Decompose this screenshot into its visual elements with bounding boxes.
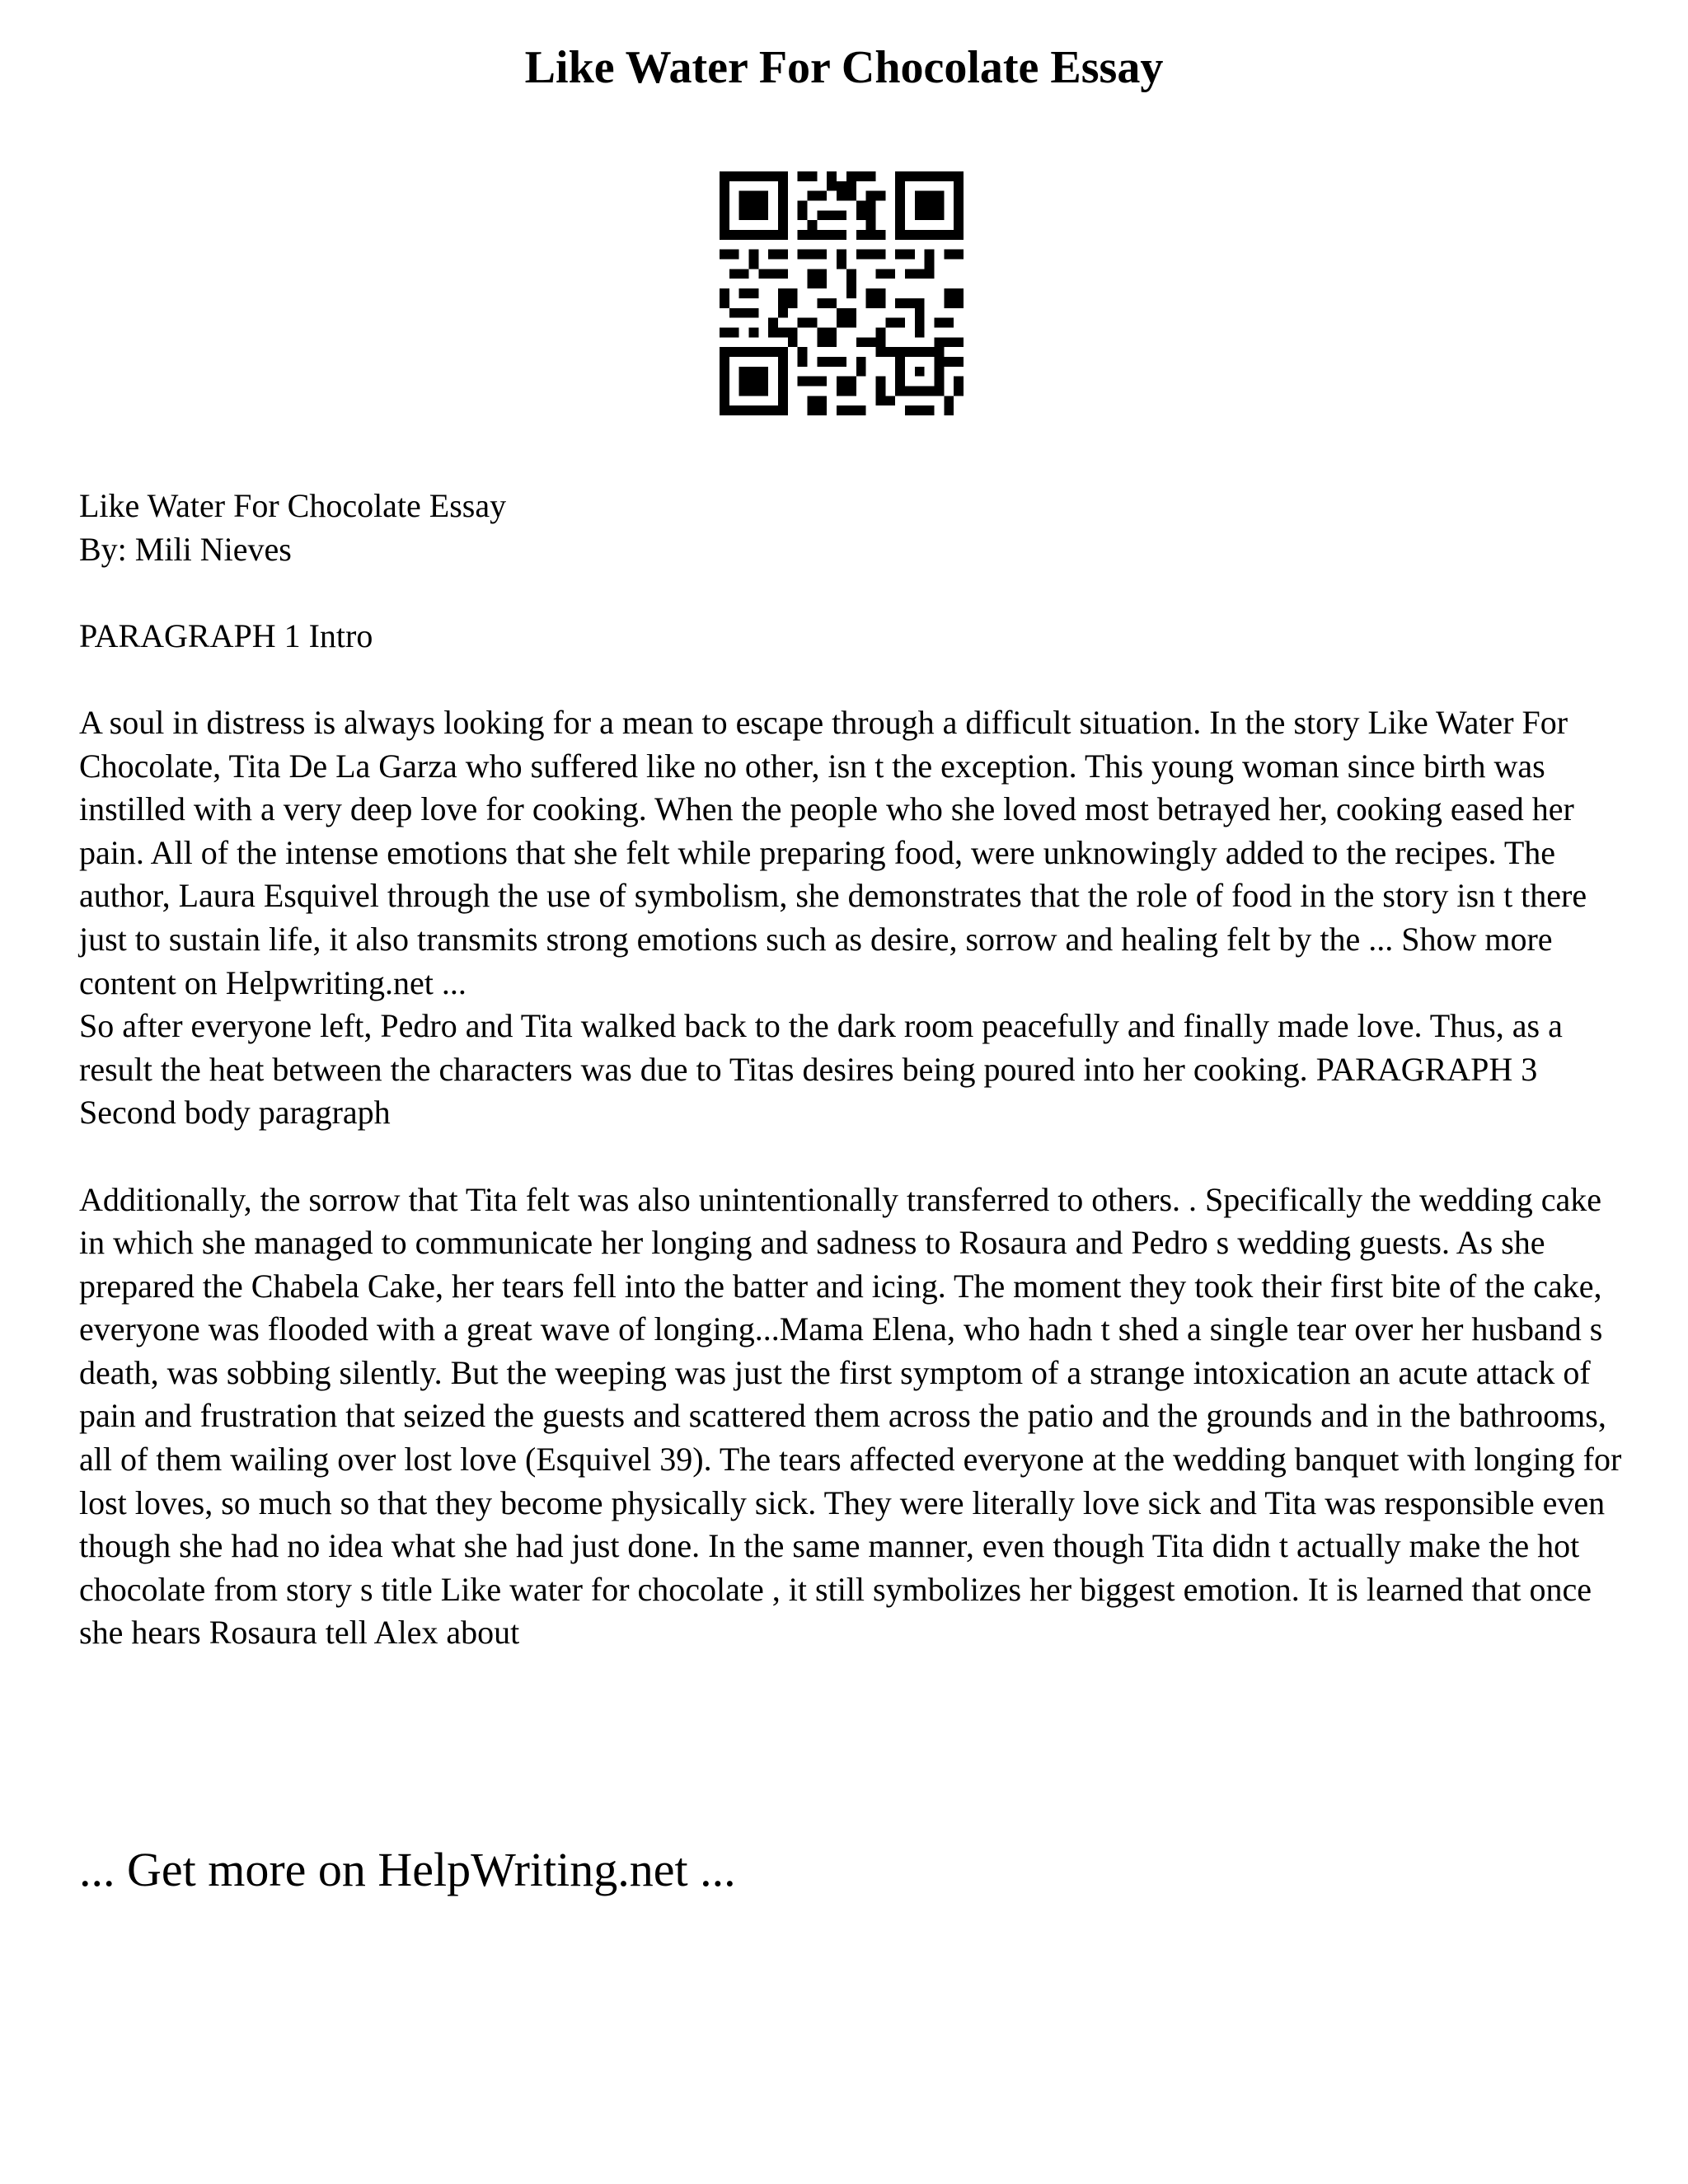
essay-body: [79, 485, 1629, 1655]
page-title: Like Water For Chocolate Essay: [524, 42, 1164, 93]
byline: By: Mili Nieves: [79, 530, 292, 568]
get-more-link[interactable]: ... Get more on HelpWriting.net ...: [79, 1843, 736, 1896]
qr-code-icon: [720, 171, 964, 415]
spacer: [79, 658, 1629, 701]
section-label: PARAGRAPH 1 Intro: [79, 616, 373, 654]
paragraph-2: So after everyone left, Pedro and Tita walked back to the dark room peacefully and finally made love. Thus, as a result the heat between the characters was due to Titas desires being poured into her cooking. PARAGRAPH 3 Second body paragraph: [79, 1007, 1563, 1132]
paragraph-1: A soul in distress is always looking for a mean to escape through a difficult situation. In the story Like Water For Chocolate, Tita De La Garza who suffered like no other, isn t the exception. This young woman since birth was instilled with a very deep love for cooking. When the people who she loved most betrayed her, cooking eased her pain. All of the intense emotions that she felt while preparing food, were unknowingly added to the recipes. The author, Laura Esquivel through the use of symbolism, she demonstrates that the role of food in the story isn t there just to sustain life, it also transmits strong emotions such as desire, sorrow and healing felt by the ... Show more content on Helpwriting.net ...: [79, 703, 1587, 1001]
spacer: [79, 571, 1629, 615]
paragraph-3: Additionally, the sorrow that Tita felt was also unintentionally transferred to others. . Specifically the wedding cake in which she managed to communicate her longing and sadness to Rosaura and Pedro s wedding guests. As she prepared the Chabela Cake, her tears fell into the batter and icing. The moment they took their first bite of the cake, everyone was flooded with a great wave of longing...Mama Elena, who hadn t shed a single tear over her husband s death, was sobbing silently. But the weeping was just the first symptom of a strange intoxication an acute attack of pain and frustration that seized the guests and scattered them across the patio and the grounds and in the bathrooms, all of them wailing over lost love (Esquivel 39). The tears affected everyone at the wedding banquet with longing for lost loves, so much so that they become physically sick. They were literally love sick and Tita was responsible even though she had no idea what she had just done. In the same manner, even though Tita didn t actually make the hot chocolate from story s title Like water for chocolate , it still symbolizes her biggest emotion. It is learned that once she hears Rosaura tell Alex about: [79, 1180, 1622, 1652]
essay-heading: Like Water For Chocolate Essay: [79, 487, 507, 524]
spacer: [79, 1135, 1629, 1179]
